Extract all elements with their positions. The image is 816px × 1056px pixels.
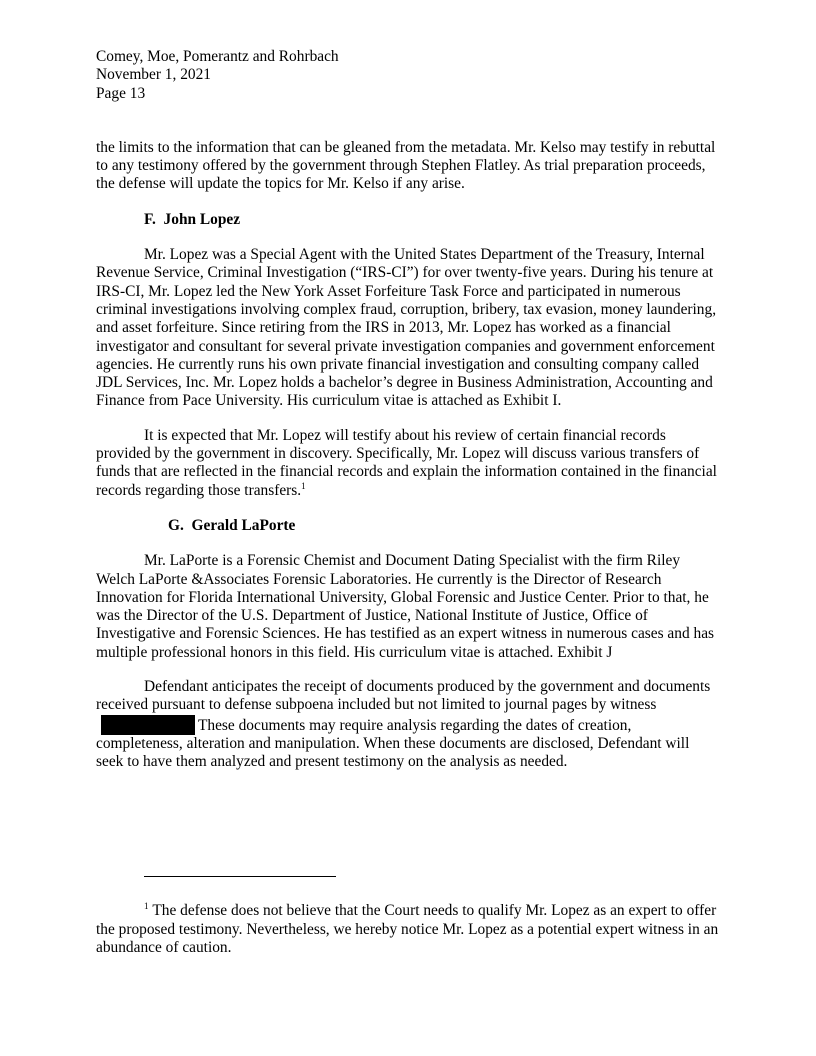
section-f-heading [96, 211, 720, 229]
continuation-paragraph: the limits to the information that can be gleaned from the metadata. Mr. Kelso may testify in rebuttal to any testimony offered by the government through Stephen Flatley. As trial preparation proceeds, the defense will update the topics for Mr. Kelso if any arise. [96, 138, 716, 193]
header-page-number: Page 13 [96, 84, 146, 102]
section-g-paragraph-1: Mr. LaPorte is a Forensic Chemist and Document Dating Specialist with the firm Riley Welch LaPorte &Associates Forensic Laboratories. He currently is the Director of Research Innovation for Florida International University, Global Forensic and Justice Center. Prior to that, he was the Director of the U.S. Department of Justice, National Institute of Justice, Office of Investigative and Forensic Sciences. He has testified as an expert witness in numerous cases and has multiple professional honors in this field. His curriculum vitae is attached. Exhibit J [96, 552, 715, 661]
section-f-paragraph-1: Mr. Lopez was a Special Agent with the United States Department of the Treasury, Internal Revenue Service, Criminal Investigation (“IRS-CI”) for over twenty-five years. During his tenure at IRS-CI, Mr. Lopez led the New York Asset Forfeiture Task Force and participated in numerous criminal investigations involving complex fraud, corruption, bribery, tax evasion, money laundering, and asset forfeiture. Since retiring from the IRS in 2013, Mr. Lopez has worked as a financial investigator and consultant for several private investigation companies and government enforcement agencies. He currently runs his own private financial investigation and consulting company called JDL Services, Inc. Mr. Lopez holds a bachelor’s degree in Business Administration, Accounting and Finance from Pace University. His curriculum vitae is attached as Exhibit I. [96, 246, 717, 410]
header-recipients: Comey, Moe, Pomerantz and Rohrbach [96, 48, 339, 65]
footnote-number: 1 [144, 901, 149, 911]
section-f-marker: F. [144, 210, 156, 228]
section-g-paragraph-2-before: Defendant anticipates the receipt of documents produced by the government and documents received pursuant to defense subpoena included but not limited to journal pages by witness [96, 678, 711, 714]
footnote-text: The defense does not believe that the Court needs to qualify Mr. Lopez as an expert to offer the proposed testimony. Nevertheless, we hereby notice Mr. Lopez as a potential expert witness in an abundance of caution. [96, 902, 719, 956]
header-date: November 1, 2021 [96, 66, 211, 84]
document-page [96, 48, 720, 772]
section-f-paragraph-2 [96, 427, 720, 500]
footnote [96, 902, 720, 958]
section-g-paragraph-2 [96, 678, 720, 771]
footnote-divider [144, 876, 336, 877]
section-g-marker: G. [168, 516, 184, 534]
footnote-reference: 1 [301, 480, 306, 491]
redaction-box [101, 715, 195, 735]
section-g-heading [96, 517, 720, 535]
letter-header [96, 48, 720, 103]
section-f-title: John Lopez [163, 210, 241, 228]
section-g-paragraph-2-after: These documents may require analysis regarding the dates of creation, completeness, alteration and manipulation. When these documents are disclosed, Defendant will seek to have them analyzed and present testimony on the analysis as needed. [96, 716, 690, 771]
section-g-title: Gerald LaPorte [191, 516, 296, 534]
section-f-paragraph-2-text: It is expected that Mr. Lopez will testify about his review of certain financial records provided by the government in discovery. Specifically, Mr. Lopez will discuss various transfers of funds that are reflected in the financial records and explain the information contained in the financial records regarding those transfers. [96, 426, 717, 499]
